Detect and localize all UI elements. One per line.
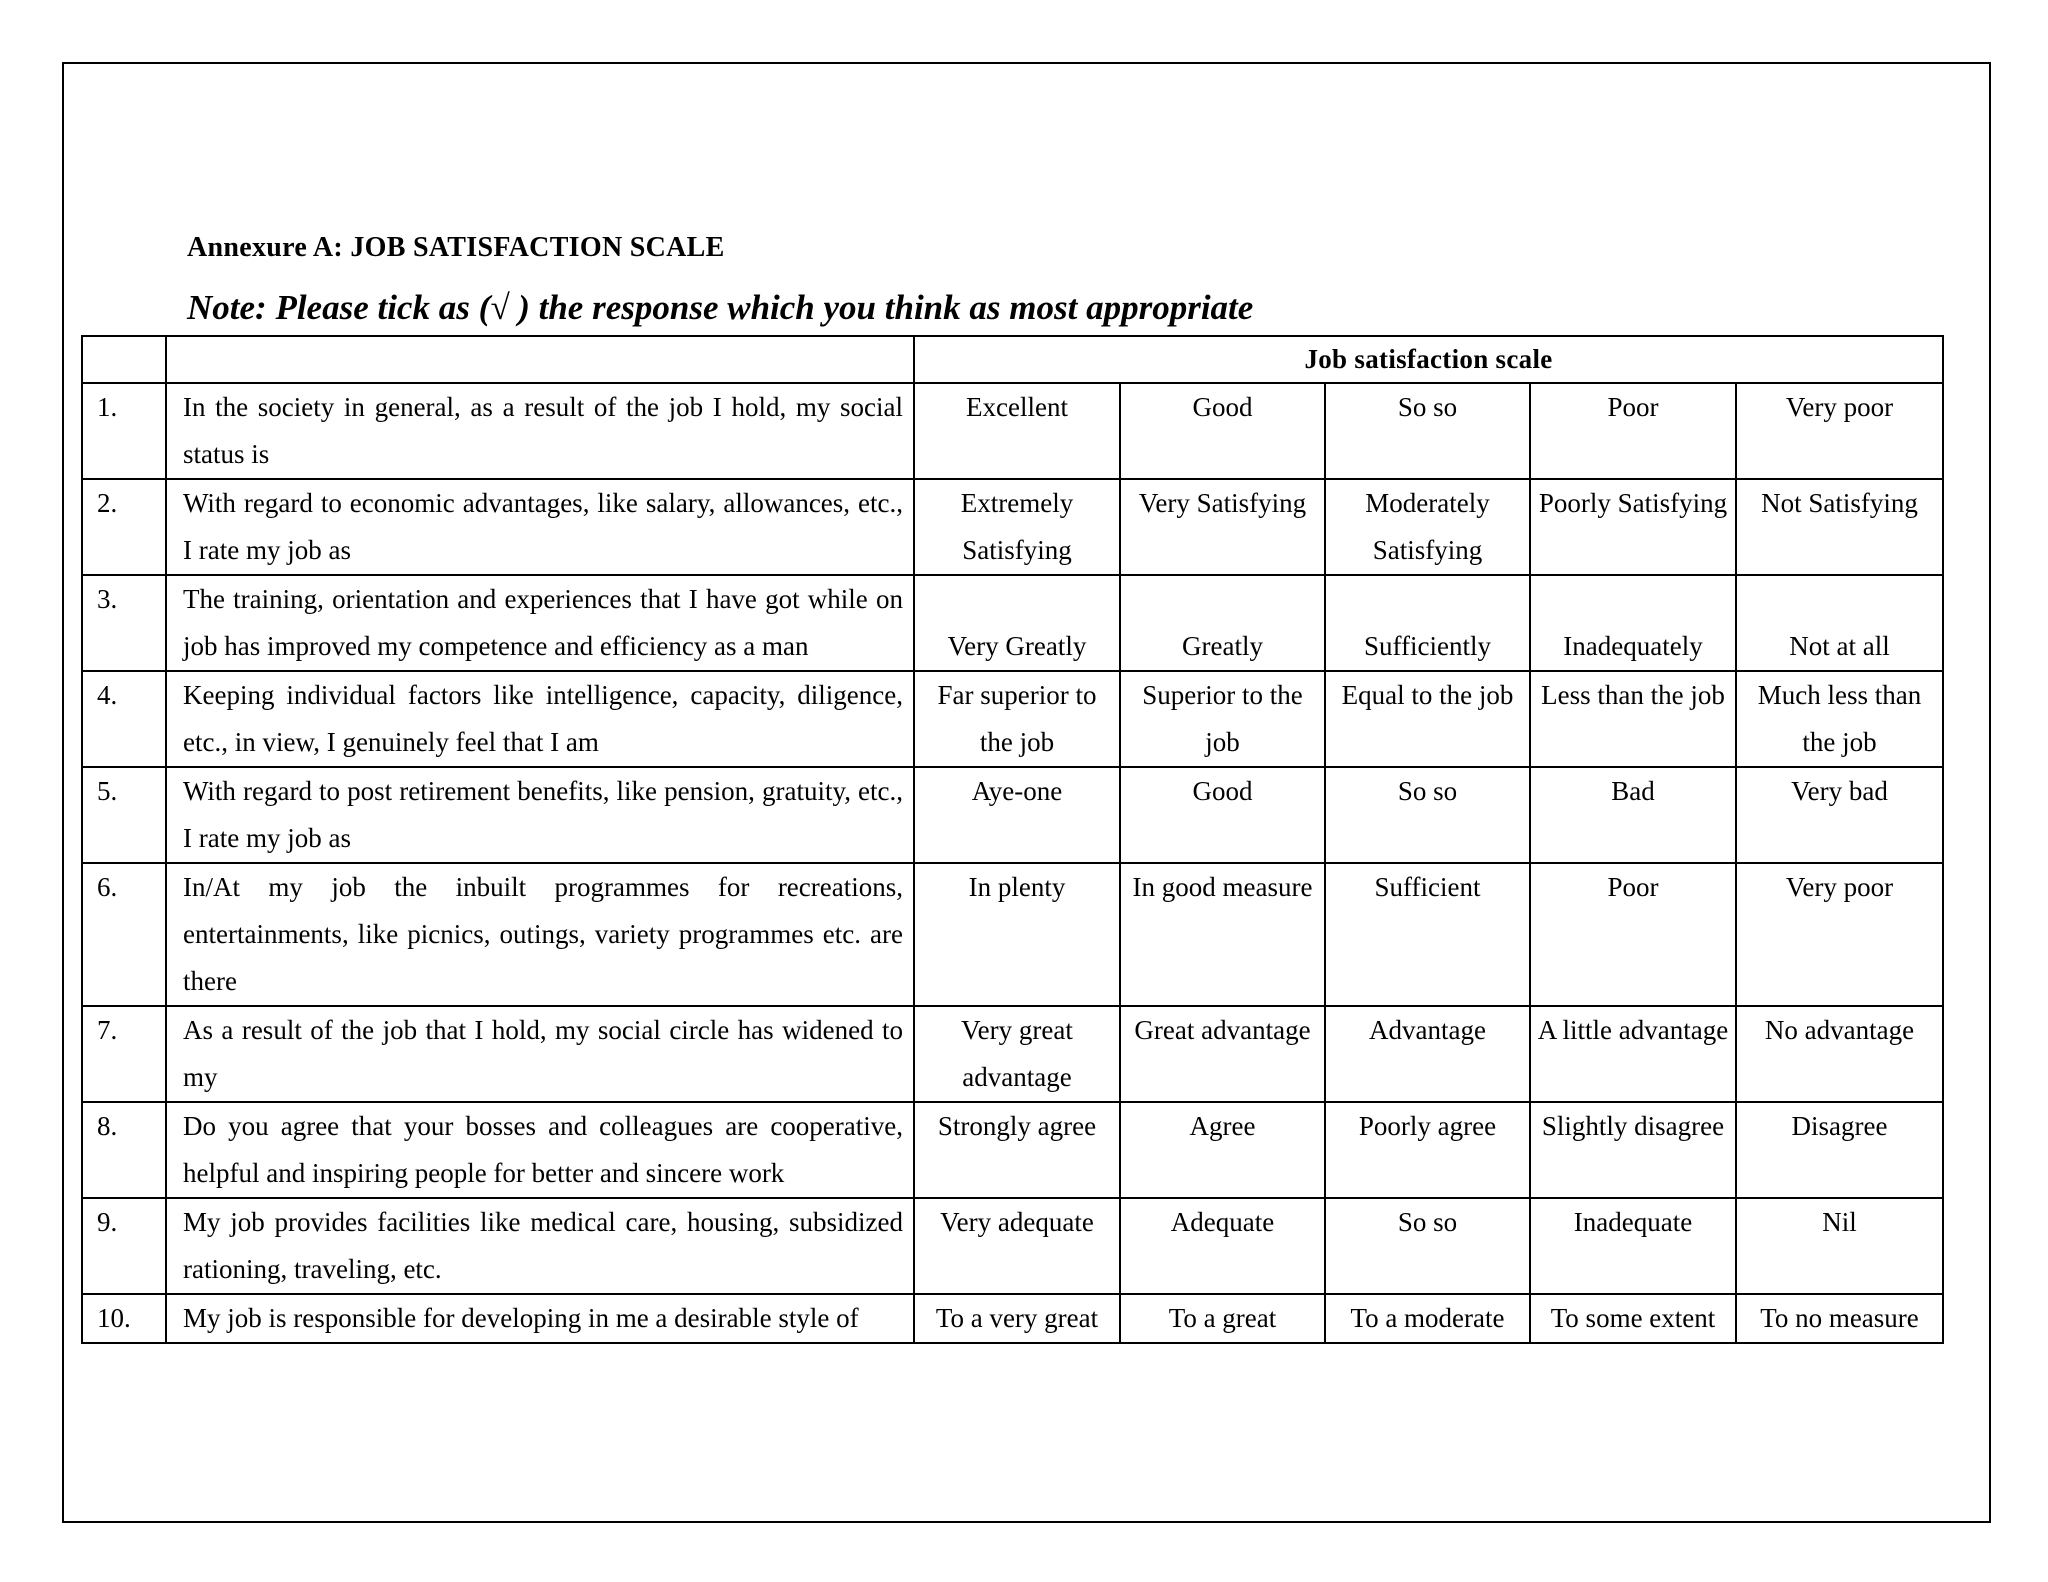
response-option[interactable]: Less than the job [1530, 671, 1736, 767]
response-option[interactable]: Adequate [1120, 1198, 1325, 1294]
table-row [82, 1198, 1943, 1294]
response-option[interactable]: Good [1120, 383, 1325, 479]
scale-header: Job satisfaction scale [914, 336, 1943, 383]
response-option[interactable]: Greatly [1120, 575, 1325, 671]
item-statement: The training, orientation and experiences that I have got while on job has improved my competence and efficiency as a man [166, 575, 914, 671]
response-option[interactable]: Great advantage [1120, 1006, 1325, 1102]
response-option[interactable]: Very Satisfying [1120, 479, 1325, 575]
response-option[interactable]: A little advantage [1530, 1006, 1736, 1102]
instruction-note: Note: Please tick as (√ ) the response which you think as most appropriate [187, 288, 1254, 327]
response-option[interactable]: Poorly Satisfying [1530, 479, 1736, 575]
response-option[interactable]: Very poor [1736, 383, 1943, 479]
item-number: 7. [82, 1006, 166, 1102]
response-option[interactable]: Very bad [1736, 767, 1943, 863]
item-number: 1. [82, 383, 166, 479]
response-option[interactable]: Far superior to the job [914, 671, 1120, 767]
item-number: 6. [82, 863, 166, 1006]
response-option[interactable]: Extremely Satisfying [914, 479, 1120, 575]
item-number: 8. [82, 1102, 166, 1198]
item-statement: My job is responsible for developing in me a desirable style of [166, 1294, 914, 1343]
response-option[interactable]: Aye-one [914, 767, 1120, 863]
response-option[interactable]: Agree [1120, 1102, 1325, 1198]
response-option[interactable]: To a very great [914, 1294, 1120, 1343]
table-header-row [82, 336, 1943, 383]
table-row [82, 383, 1943, 479]
response-option[interactable]: Inadequate [1530, 1198, 1736, 1294]
header-empty-statement [166, 336, 914, 383]
table-row [82, 1102, 1943, 1198]
response-option[interactable]: Nil [1736, 1198, 1943, 1294]
response-option[interactable]: Inadequately [1530, 575, 1736, 671]
response-option[interactable]: Poorly agree [1325, 1102, 1530, 1198]
response-option[interactable]: Advantage [1325, 1006, 1530, 1102]
response-option[interactable]: To some extent [1530, 1294, 1736, 1343]
item-number: 10. [82, 1294, 166, 1343]
response-option[interactable]: So so [1325, 383, 1530, 479]
item-statement: In/At my job the inbuilt programmes for recreations, entertainments, like picnics, outings, variety programmes etc. are there [166, 863, 914, 1006]
response-option[interactable]: No advantage [1736, 1006, 1943, 1102]
response-option[interactable]: Bad [1530, 767, 1736, 863]
response-option[interactable]: Very adequate [914, 1198, 1120, 1294]
response-option[interactable]: Excellent [914, 383, 1120, 479]
item-statement: As a result of the job that I hold, my social circle has widened to my [166, 1006, 914, 1102]
table-row [82, 863, 1943, 1006]
response-option[interactable]: So so [1325, 767, 1530, 863]
response-option[interactable]: Much less than the job [1736, 671, 1943, 767]
response-option[interactable]: Superior to the job [1120, 671, 1325, 767]
item-statement: My job provides facilities like medical care, housing, subsidized rationing, traveling, etc. [166, 1198, 914, 1294]
response-option[interactable]: Poor [1530, 863, 1736, 1006]
item-statement: With regard to post retirement benefits, like pension, gratuity, etc., I rate my job as [166, 767, 914, 863]
item-number: 5. [82, 767, 166, 863]
response-option[interactable]: In good measure [1120, 863, 1325, 1006]
table-row [82, 575, 1943, 671]
table-row [82, 1006, 1943, 1102]
response-option[interactable]: Very Greatly [914, 575, 1120, 671]
response-option[interactable]: So so [1325, 1198, 1530, 1294]
response-option[interactable]: Very poor [1736, 863, 1943, 1006]
response-option[interactable]: Good [1120, 767, 1325, 863]
item-number: 9. [82, 1198, 166, 1294]
response-option[interactable]: Sufficiently [1325, 575, 1530, 671]
response-option[interactable]: Moderately Satisfying [1325, 479, 1530, 575]
response-option[interactable]: Equal to the job [1325, 671, 1530, 767]
item-number: 2. [82, 479, 166, 575]
response-option[interactable]: To no measure [1736, 1294, 1943, 1343]
response-option[interactable]: Poor [1530, 383, 1736, 479]
response-option[interactable]: Disagree [1736, 1102, 1943, 1198]
job-satisfaction-table [81, 335, 1944, 1344]
response-option[interactable]: In plenty [914, 863, 1120, 1006]
table-row [82, 671, 1943, 767]
table-row [82, 1294, 1943, 1343]
response-option[interactable]: Sufficient [1325, 863, 1530, 1006]
item-number: 3. [82, 575, 166, 671]
item-statement: Do you agree that your bosses and colleagues are cooperative, helpful and inspiring people for better and sincere work [166, 1102, 914, 1198]
response-option[interactable]: Strongly agree [914, 1102, 1120, 1198]
table-row [82, 479, 1943, 575]
response-option[interactable]: Not at all [1736, 575, 1943, 671]
response-option[interactable]: To a moderate [1325, 1294, 1530, 1343]
item-statement: With regard to economic advantages, like salary, allowances, etc., I rate my job as [166, 479, 914, 575]
item-number: 4. [82, 671, 166, 767]
table-row [82, 767, 1943, 863]
header-empty-num [82, 336, 166, 383]
item-statement: In the society in general, as a result of the job I hold, my social status is [166, 383, 914, 479]
response-option[interactable]: Slightly disagree [1530, 1102, 1736, 1198]
document-title: Annexure A: JOB SATISFACTION SCALE [187, 232, 725, 263]
response-option[interactable]: Not Satisfying [1736, 479, 1943, 575]
item-statement: Keeping individual factors like intelligence, capacity, diligence, etc., in view, I genuinely feel that I am [166, 671, 914, 767]
response-option[interactable]: To a great [1120, 1294, 1325, 1343]
response-option[interactable]: Very great advantage [914, 1006, 1120, 1102]
